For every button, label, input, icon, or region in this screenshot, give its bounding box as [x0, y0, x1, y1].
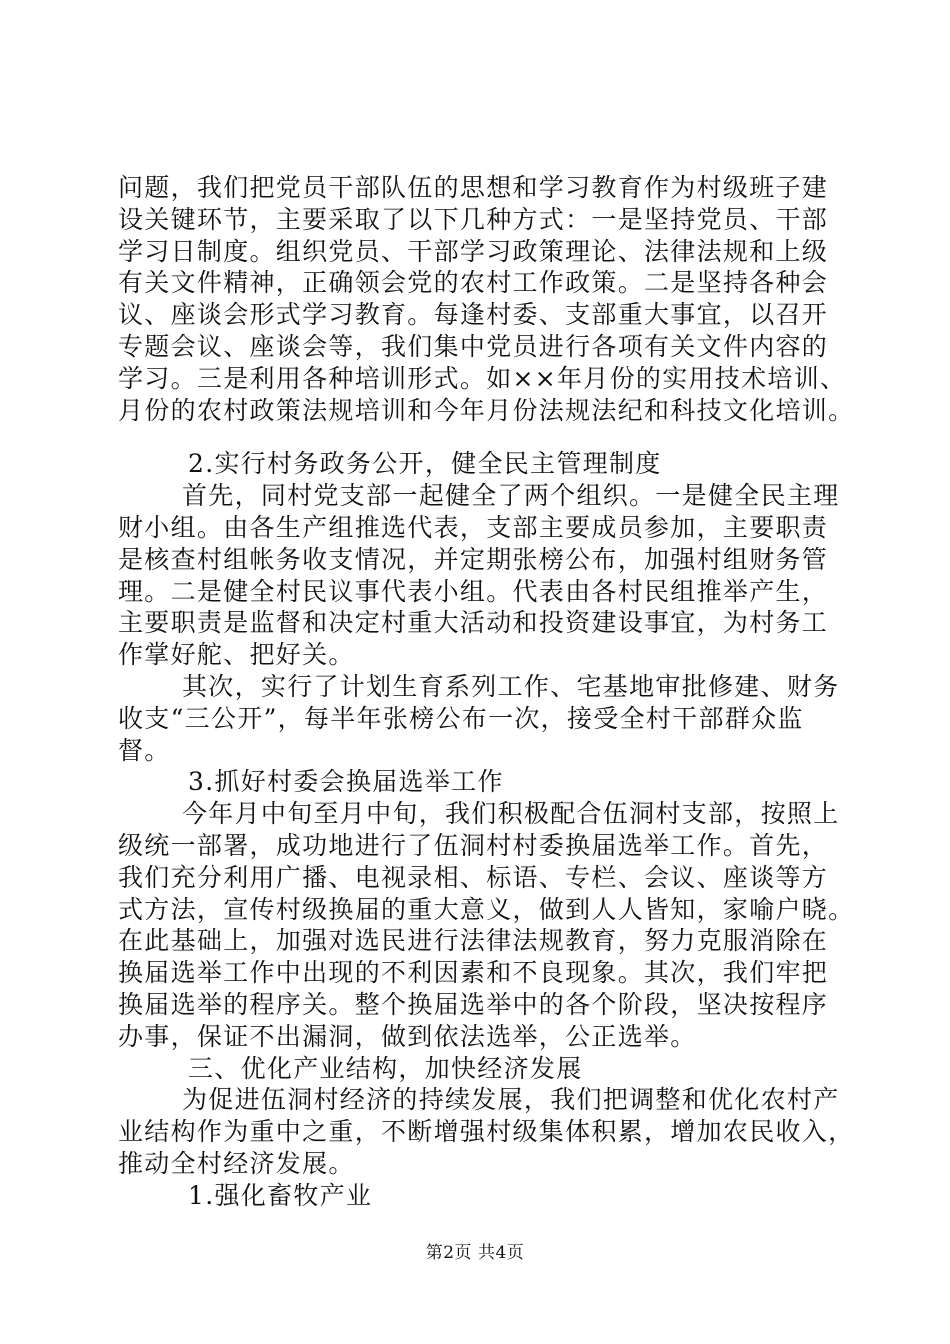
paragraph-line: 在此基础上，加强对选民进行法律法规教育，努力克服消除在 [118, 926, 829, 956]
paragraph-line: 推动全村经济发展。 [118, 1148, 355, 1178]
paragraph-line: 作掌好舵、把好关。 [118, 640, 355, 670]
paragraph-line: 收支“三公开”，每半年张榜公布一次，接受全村干部群众监 [118, 703, 804, 733]
paragraph-line: 问题，我们把党员干部队伍的思想和学习教育作为村级班子建 [118, 173, 829, 202]
section-heading: 3.抓好村委会换届选举工作 [188, 767, 504, 797]
paragraph-line: 今年月中旬至月中旬，我们积极配合伍洞村支部，按照上 [182, 799, 840, 829]
paragraph-line: 议、座谈会形式学习教育。每逢村委、支部重大事宜，以召开 [118, 300, 829, 330]
paragraph-line: 有关文件精神，正确领会党的农村工作政策。二是坚持各种会 [118, 268, 829, 298]
paragraph-line: 设关键环节，主要采取了以下几种方式：一是坚持党员、干部 [118, 204, 829, 234]
paragraph-line: 是核查村组帐务收支情况，并定期张榜公布，加强村组财务管 [118, 544, 829, 574]
page-number-footer: 第2页 共4页 [425, 1243, 525, 1263]
paragraph-line: 学习日制度。组织党员、干部学习政策理论、法律法规和上级 [118, 236, 829, 266]
paragraph-line: 月份的农村政策法规培训和今年月份法规法纪和科技文化培训。 [118, 395, 855, 425]
paragraph-line: 专题会议、座谈会等，我们集中党员进行各项有关文件内容的 [118, 331, 829, 361]
paragraph-line: 学习。三是利用各种培训形式。如××年月份的实用技术培训、 [118, 363, 847, 393]
paragraph-line: 业结构作为重中之重，不断增强村级集体积累，增加农民收入， [118, 1117, 855, 1147]
paragraph-line: 理。二是健全村民议事代表小组。代表由各村民组推举产生， [118, 576, 829, 606]
paragraph-gap [118, 426, 834, 448]
paragraph-line: 督。 [118, 735, 171, 765]
section-heading: 2.实行村务政务公开，健全民主管理制度 [188, 449, 662, 479]
paragraph-line: 为促进伍洞村经济的持续发展，我们把调整和优化农村产 [182, 1085, 840, 1115]
paragraph-line: 我们充分利用广播、电视录相、标语、专栏、会议、座谈等方 [118, 862, 829, 892]
paragraph-line: 办事，保证不出漏洞，做到依法选举，公正选举。 [118, 1021, 697, 1051]
section-heading: 三、优化产业结构，加快经济发展 [188, 1053, 583, 1083]
section-heading: 1.强化畜牧产业 [188, 1180, 373, 1210]
paragraph-line: 换届选举工作中出现的不利因素和不良现象。其次，我们牢把 [118, 958, 829, 988]
paragraph-line: 换届选举的程序关。整个换届选举中的各个阶段，坚决按程序 [118, 989, 829, 1019]
paragraph-line: 其次，实行了计划生育系列工作、宅基地审批修建、财务 [182, 671, 840, 701]
document-body [118, 172, 855, 1212]
paragraph-line: 首先，同村党支部一起健全了两个组织。一是健全民主理 [182, 481, 840, 511]
paragraph-line: 式方法，宣传村级换届的重大意义，做到人人皆知，家喻户晓。 [118, 894, 855, 924]
paragraph-line: 级统一部署，成功地进行了伍洞村村委换届选举工作。首先， [118, 830, 829, 860]
paragraph-line: 主要职责是监督和决定村重大活动和投资建设事宜，为村务工 [118, 608, 829, 638]
paragraph-line: 财小组。由各生产组推选代表，支部主要成员参加，主要职责 [118, 512, 829, 542]
